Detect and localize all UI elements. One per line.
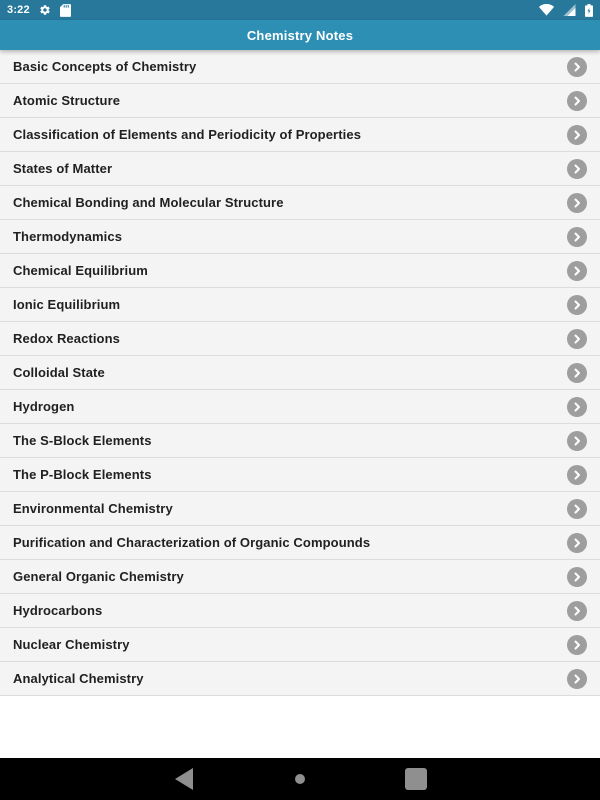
chevron-right-icon[interactable] xyxy=(567,635,587,655)
list-item[interactable] xyxy=(0,628,600,662)
list-item-label: The S-Block Elements xyxy=(13,433,152,448)
chevron-right-icon[interactable] xyxy=(567,431,587,451)
chapter-list xyxy=(0,50,600,696)
list-item[interactable] xyxy=(0,492,600,526)
recents-button[interactable] xyxy=(396,758,436,800)
list-item[interactable] xyxy=(0,322,600,356)
chevron-right-icon[interactable] xyxy=(567,465,587,485)
list-item-label: Hydrogen xyxy=(13,399,75,414)
list-item[interactable] xyxy=(0,288,600,322)
list-item[interactable] xyxy=(0,254,600,288)
page-title: Chemistry Notes xyxy=(246,27,354,43)
chevron-right-icon[interactable] xyxy=(567,125,587,145)
list-item-label: Analytical Chemistry xyxy=(13,671,144,686)
chevron-right-icon[interactable] xyxy=(567,227,587,247)
list-item[interactable] xyxy=(0,118,600,152)
list-item[interactable] xyxy=(0,356,600,390)
list-item-label: Chemical Bonding and Molecular Structure xyxy=(13,195,284,210)
signal-icon xyxy=(563,4,576,16)
status-bar xyxy=(0,0,600,20)
list-item[interactable] xyxy=(0,424,600,458)
chevron-right-icon[interactable] xyxy=(567,91,587,111)
status-bar-left xyxy=(7,4,71,17)
chevron-right-icon[interactable] xyxy=(567,57,587,77)
status-time: 3:22 xyxy=(7,4,30,16)
home-button[interactable] xyxy=(280,758,320,800)
list-item-label: General Organic Chemistry xyxy=(13,569,184,584)
list-item-label: Colloidal State xyxy=(13,365,105,380)
list-item-label: Classification of Elements and Periodicity of Properties xyxy=(13,127,362,142)
content-filler xyxy=(0,696,600,758)
battery-icon xyxy=(585,4,593,17)
chevron-right-icon[interactable] xyxy=(567,159,587,179)
list-item-label: States of Matter xyxy=(13,161,113,176)
list-item-label: Ionic Equilibrium xyxy=(13,297,121,312)
chevron-right-icon[interactable] xyxy=(567,669,587,689)
chevron-right-icon[interactable] xyxy=(567,533,587,553)
list-item[interactable] xyxy=(0,458,600,492)
chevron-right-icon[interactable] xyxy=(567,329,587,349)
list-item[interactable] xyxy=(0,84,600,118)
back-button[interactable] xyxy=(164,758,204,800)
chevron-right-icon[interactable] xyxy=(567,295,587,315)
chevron-right-icon[interactable] xyxy=(567,363,587,383)
list-item[interactable] xyxy=(0,662,600,696)
chevron-right-icon[interactable] xyxy=(567,397,587,417)
list-item[interactable] xyxy=(0,526,600,560)
list-item[interactable] xyxy=(0,560,600,594)
chevron-right-icon[interactable] xyxy=(567,601,587,621)
list-item-label: Thermodynamics xyxy=(13,229,123,244)
settings-icon xyxy=(39,4,51,16)
navigation-bar xyxy=(0,758,600,800)
list-item[interactable] xyxy=(0,594,600,628)
app-bar xyxy=(0,20,600,50)
list-item[interactable] xyxy=(0,186,600,220)
list-item-label: Purification and Characterization of Organic Compounds xyxy=(13,535,371,550)
wifi-icon xyxy=(539,4,554,16)
list-item[interactable] xyxy=(0,390,600,424)
list-item-label: Nuclear Chemistry xyxy=(13,637,130,652)
list-item-label: Redox Reactions xyxy=(13,331,120,346)
status-bar-right xyxy=(539,4,593,17)
list-item-label: Chemical Equilibrium xyxy=(13,263,148,278)
list-item[interactable] xyxy=(0,152,600,186)
back-icon xyxy=(173,767,195,791)
list-item[interactable] xyxy=(0,220,600,254)
chevron-right-icon[interactable] xyxy=(567,499,587,519)
list-item-label: Environmental Chemistry xyxy=(13,501,173,516)
list-item-label: Hydrocarbons xyxy=(13,603,103,618)
home-icon xyxy=(295,774,305,784)
sdcard-icon xyxy=(60,4,71,17)
list-item-label: The P-Block Elements xyxy=(13,467,152,482)
chevron-right-icon[interactable] xyxy=(567,261,587,281)
list-item[interactable] xyxy=(0,50,600,84)
recents-icon xyxy=(404,767,428,791)
list-item-label: Atomic Structure xyxy=(13,93,121,108)
chevron-right-icon[interactable] xyxy=(567,567,587,587)
list-item-label: Basic Concepts of Chemistry xyxy=(13,59,197,74)
chevron-right-icon[interactable] xyxy=(567,193,587,213)
